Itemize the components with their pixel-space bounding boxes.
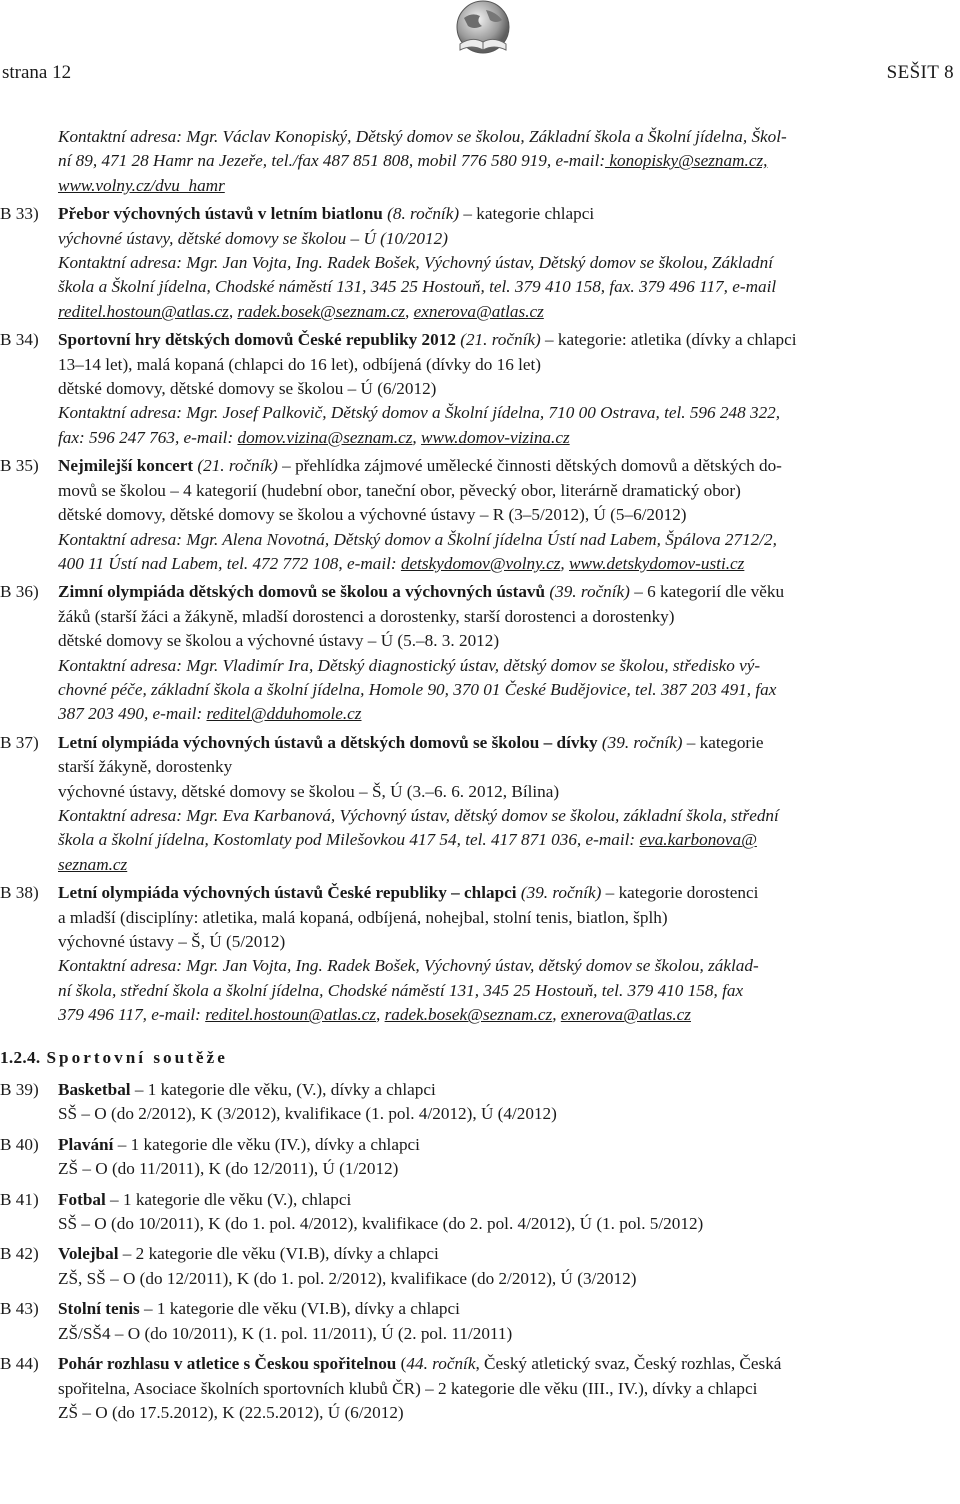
entry-schedule: ZŠ – O (do 11/2011), K (do 12/2011), Ú (1/2012) [58,1159,399,1179]
entry-number: B 36) [0,582,39,602]
entry-year: 44. ročník [406,1354,476,1374]
entry-scope: výchovné ústavy, dětské domovy se školou – Ú (10/2012) [58,228,448,248]
entry-b42: B 42) Volejbal – 2 kategorie dle věku (VI.B), dívky a chlapci ZŠ, SŠ – O (do 12/2011), K (do 1. pol. 2/2012), kvalifikace (do 2/2012), Ú (3/2012) [0,1244,637,1288]
email-link[interactable]: radek.bosek@seznam.cz [384,1005,553,1025]
entry-schedule: ZŠ/SŠ4 – O (do 10/2011), K (1. pol. 11/2011), Ú (2. pol. 11/2011) [58,1323,513,1343]
web-link[interactable]: www.volny.cz/dvu_hamr [58,175,225,195]
page-number: strana 12 [2,62,72,83]
entry-b33: B 33) Přebor výchovných ústavů v letním biatlonu (8. ročník) – kategorie chlapci výchovné ústavy, dětské domovy se školou – Ú (10/2012) Kontaktní adresa: Mgr. Jan Vojta, Ing. Radek Bošek, Výchovný ústav, Dětský domov se školou, Základní škola a Školní jídelna, Chodské náměstí 131, 345 25 Hostouň, tel. 379 410 158, fax. 379 496 117, e-mail reditel.hostoun@atlas.cz, radek.bosek@seznam.cz, exnerova@atlas.cz [0,204,777,321]
entry-number: B 38) [0,883,39,903]
entry-scope: výchovné ústavy – Š, Ú (5/2012) [58,932,286,951]
entry-b37: B 37) Letní olympiáda výchovných ústavů a dětských domovů se školou – dívky (39. ročník) – kategorie starší žákyně, dorostenky výchovné ústavy, dětské domovy se školou – Š, Ú (3.–6. 6. 2012, Bílina) Kontaktní adresa: Mgr. Eva Karbanová, Výchovný ústav, dětský domov se školou, základní škola, střední škola a školní jídelna, Kostomlaty pod Milešovkou 417 54, tel. 417 871 036, e-mail: eva.karbonova@ seznam.cz [0,732,779,874]
entry-title: Nejmilejší koncert [58,456,194,476]
entry-number: B 37) [0,732,39,752]
issue-number: SEŠIT 8 [886,62,954,83]
entry-b36: B 36) Zimní olympiáda dětských domovů se školou a výchovných ústavů (39. ročník) – 6 kategorií dle věku žáků (starší žáci a žákyně, mladší dorostenci a dorostenky, starší dorostenci a dorostenky) dětské domovy se školou a výchovné ústavy – Ú (5.–8. 3. 2012) Kontaktní adresa: Mgr. Vladimír Ira, Dětský diagnostický ústav, dětský domov se školou, středisko vý- chovné péče, základní škola a školní jídelna, Homole 90, 370 01 České Budějovice, tel. 387 203 491, fax 387 203 490, e-mail: reditel@dduhomole.cz [0,582,785,724]
section-heading [0,1046,958,1070]
email-link[interactable]: domov.vizina@seznam.cz [237,427,413,447]
entry-number: B 42) [0,1244,39,1264]
entry-title: Plavání [58,1134,114,1154]
section-title: Sportovní soutěže [46,1047,228,1067]
email-link[interactable]: exnerova@atlas.cz [413,301,544,321]
entry-number: B 44) [0,1354,39,1374]
entry-contact: Kontaktní adresa: Mgr. Jan Vojta, Ing. Radek Bošek, Výchovný ústav, dětský domov se školou, základ- ní škola, střední škola a školní jídelna, Chodské náměstí 131, 345 25 Hostouň, tel. 379 410 158, fax 379 496 117, e-mail: reditel.hostoun@atlas.cz, radek.bosek@seznam.cz, exnerova@atlas.cz [58,956,759,1025]
entry-b43: B 43) Stolní tenis – 1 kategorie dle věku (VI.B), dívky a chlapci ZŠ/SŠ4 – O (do 10/2011), K (1. pol. 11/2011), Ú (2. pol. 11/2011) [0,1299,513,1343]
entry-number: B 33) [0,204,39,224]
email-link[interactable]: reditel@dduhomole.cz [206,704,362,724]
entry-title: Zimní olympiáda dětských domovů se školou a výchovných ústavů [58,582,546,602]
entry-contact: Kontaktní adresa: Mgr. Vladimír Ira, Dětský diagnostický ústav, dětský domov se školou, středisko vý- chovné péče, základní škola a školní jídelna, Homole 90, 370 01 České Budějovice, tel. 387 203 491, fax 387 203 490, e-mail: reditel@dduhomole.cz [58,655,777,724]
entry-title: Letní olympiáda výchovných ústavů a dětských domovů se školou – dívky [58,732,598,752]
entry-contact: Kontaktní adresa: Mgr. Jan Vojta, Ing. Radek Bošek, Výchovný ústav, Dětský domov se školou, Základní škola a Školní jídelna, Chodské náměstí 131, 345 25 Hostouň, tel. 379 410 158, fax. 379 496 117, e-mail reditel.hostoun@atlas.cz, radek.bosek@seznam.cz, exnerova@atlas.cz [58,253,777,321]
entry-year: (39. ročník) [549,582,630,602]
entry-scope: výchovné ústavy, dětské domovy se školou – Š, Ú (3.–6. 6. 2012, Bílina) [58,781,560,801]
entry-year: (8. ročník) [387,204,460,224]
entry-title: Volejbal [58,1244,119,1264]
page-header [2,62,954,88]
entry-scope: dětské domovy, dětské domovy se školou – Ú (6/2012) [58,379,437,399]
entry-number: B 43) [0,1299,39,1319]
email-link[interactable]: eva.karbonova@ [639,830,757,850]
entry-number: B 35) [0,456,39,476]
entry-contact: Kontaktní adresa: Mgr. Alena Novotná, Dětský domov a Školní jídelna Ústí nad Labem, Špálova 2712/2, 400 11 Ústí nad Labem, tel. 472 772 108, e-mail: detskydomov@volny.cz, www.detskydomov-usti.cz [58,529,777,573]
web-link[interactable]: www.domov-vizina.cz [421,427,570,447]
email-link[interactable]: detskydomov@volny.cz [400,553,561,573]
entry-schedule: SŠ – O (do 2/2012), K (3/2012), kvalifikace (1. pol. 4/2012), Ú (4/2012) [58,1104,557,1124]
entry-number: B 41) [0,1189,39,1209]
entry-year: (21. ročník) [460,330,541,350]
entry-contact: Kontaktní adresa: Mgr. Eva Karbanová, Výchovný ústav, dětský domov se školou, základní škola, střední škola a školní jídelna, Kostomlaty pod Milešovkou 417 54, tel. 417 871 036, e-mail: eva.karbonova@ seznam.cz [58,805,779,874]
email-link[interactable]: reditel.hostoun@atlas.cz [58,301,229,321]
entry-b38: B 38) Letní olympiáda výchovných ústavů České republiky – chlapci (39. ročník) – kategorie dorostenci a mladší (disciplíny: atletika, malá kopaná, odbíjená, nohejbal, stolní tenis, biatlon, šplh) výchovné ústavy – Š, Ú (5/2012) Kontaktní adresa: Mgr. Jan Vojta, Ing. Radek Bošek, Výchovný ústav, dětský domov se školou, základ- ní škola, střední škola a školní jídelna, Chodské náměstí 131, 345 25 Hostouň, tel. 379 410 158, fax 379 496 117, e-mail: reditel.hostoun@atlas.cz, radek.bosek@seznam.cz, exnerova@atlas.cz [0,883,759,1025]
email-link[interactable]: radek.bosek@seznam.cz [237,301,406,321]
entry-title: Fotbal [58,1189,106,1209]
entry-b34: B 34) Sportovní hry dětských domovů České republiky 2012 (21. ročník) – kategorie: atletika (dívky a chlapci 13–14 let), malá kopaná (chlapci do 16 let), odbíjená (dívky do 16 let) dětské domovy, dětské domovy se školou – Ú (6/2012) Kontaktní adresa: Mgr. Josef Palkovič, Dětský domov a Školní jídelna, 710 00 Ostrava, tel. 596 248 322, fax: 596 247 763, e-mail: domov.vizina@seznam.cz, www.domov-vizina.cz [0,330,797,447]
entry-schedule: SŠ – O (do 10/2011), K (do 1. pol. 4/2012), kvalifikace (do 2. pol. 4/2012), Ú (1. pol. 5/2012) [58,1214,704,1234]
intro-contact: Kontaktní adresa: Mgr. Václav Konopiský, Dětský domov se školou, Základní škola a Školní jídelna, Škol- ní 89, 471 28 Hamr na Jezeře, tel./fax 487 851 808, mobil 776 580 919, e-mail: konopisky@seznam.cz, www.volny.cz/dvu_hamr [58,127,787,195]
email-link[interactable]: exnerova@atlas.cz [560,1005,691,1025]
document-body [0,125,958,1425]
globe-book-logo [446,0,520,58]
entry-title: Letní olympiáda výchovných ústavů České republiky – chlapci [58,883,517,903]
email-link[interactable]: seznam.cz [58,854,128,874]
entry-b39: B 39) Basketbal – 1 kategorie dle věku, (V.), dívky a chlapci SŠ – O (do 2/2012), K (3/2012), kvalifikace (1. pol. 4/2012), Ú (4/2012) [0,1080,557,1124]
entry-schedule: ZŠ – O (do 17.5.2012), K (22.5.2012), Ú (6/2012) [58,1402,404,1422]
entry-number: B 40) [0,1134,39,1154]
entry-title: Sportovní hry dětských domovů České republiky 2012 [58,330,456,350]
section-number: 1.2.4. [0,1047,41,1067]
email-link[interactable]: reditel.hostoun@atlas.cz [205,1005,376,1025]
entry-year: (39. ročník) [601,732,683,752]
entry-b41: B 41) Fotbal – 1 kategorie dle věku (V.), chlapci SŠ – O (do 10/2011), K (do 1. pol. 4/2012), kvalifikace (do 2. pol. 4/2012), Ú (1. pol. 5/2012) [0,1189,704,1234]
email-link[interactable]: konopisky@seznam.cz, [605,151,768,171]
web-link[interactable]: www.detskydomov-usti.cz [569,553,745,573]
entry-b35: B 35) Nejmilejší koncert (21. ročník) – přehlídka zájmové umělecké činnosti dětských domovů a dětských do- movů se školou – 4 kategorií (hudební obor, taneční obor, pěvecký obor, literárně dramatický obor) dětské domovy, dětské domovy se školou a výchovné ústavy – R (3–5/2012), Ú (5–6/2012) Kontaktní adresa: Mgr. Alena Novotná, Dětský domov a Školní jídelna Ústí nad Labem, Špálova 2712/2, 400 11 Ústí nad Labem, tel. 472 772 108, e-mail: detskydomov@volny.cz, www.detskydomov-usti.cz [0,456,782,573]
entry-year: (21. ročník) [197,456,278,476]
entry-number: B 34) [0,330,39,350]
entry-title: Přebor výchovných ústavů v letním biatlonu [58,204,383,224]
entry-number: B 39) [0,1080,39,1100]
entry-b40: B 40) Plavání – 1 kategorie dle věku (IV.), dívky a chlapci ZŠ – O (do 11/2011), K (do 12/2011), Ú (1/2012) [0,1134,420,1179]
entry-year: (39. ročník) [520,883,602,903]
entry-title: Pohár rozhlasu v atletice s Českou spořitelnou [58,1354,397,1374]
entry-scope: dětské domovy se školou a výchovné ústavy – Ú (5.–8. 3. 2012) [58,631,500,651]
entry-contact: Kontaktní adresa: Mgr. Josef Palkovič, Dětský domov a Školní jídelna, 710 00 Ostrava, tel. 596 248 322, fax: 596 247 763, e-mail: domov.vizina@seznam.cz, www.domov-vizina.cz [58,403,781,447]
entry-schedule: ZŠ, SŠ – O (do 12/2011), K (do 1. pol. 2/2012), kvalifikace (do 2/2012), Ú (3/2012) [58,1268,637,1288]
entry-b44: B 44) Pohár rozhlasu v atletice s Českou spořitelnou (44. ročník, Český atletický svaz, Český rozhlas, Česká spořitelna, Asociace školních sportovních klubů ČR) – 2 kategorie dle věku (III., IV.), dívky a chlapci ZŠ – O (do 17.5.2012), K (22.5.2012), Ú (6/2012) [0,1354,782,1422]
entry-title: Stolní tenis [58,1299,140,1319]
entry-title: Basketbal [58,1080,131,1100]
entry-scope: dětské domovy, dětské domovy se školou a výchovné ústavy – R (3–5/2012), Ú (5–6/2012) [58,505,687,525]
